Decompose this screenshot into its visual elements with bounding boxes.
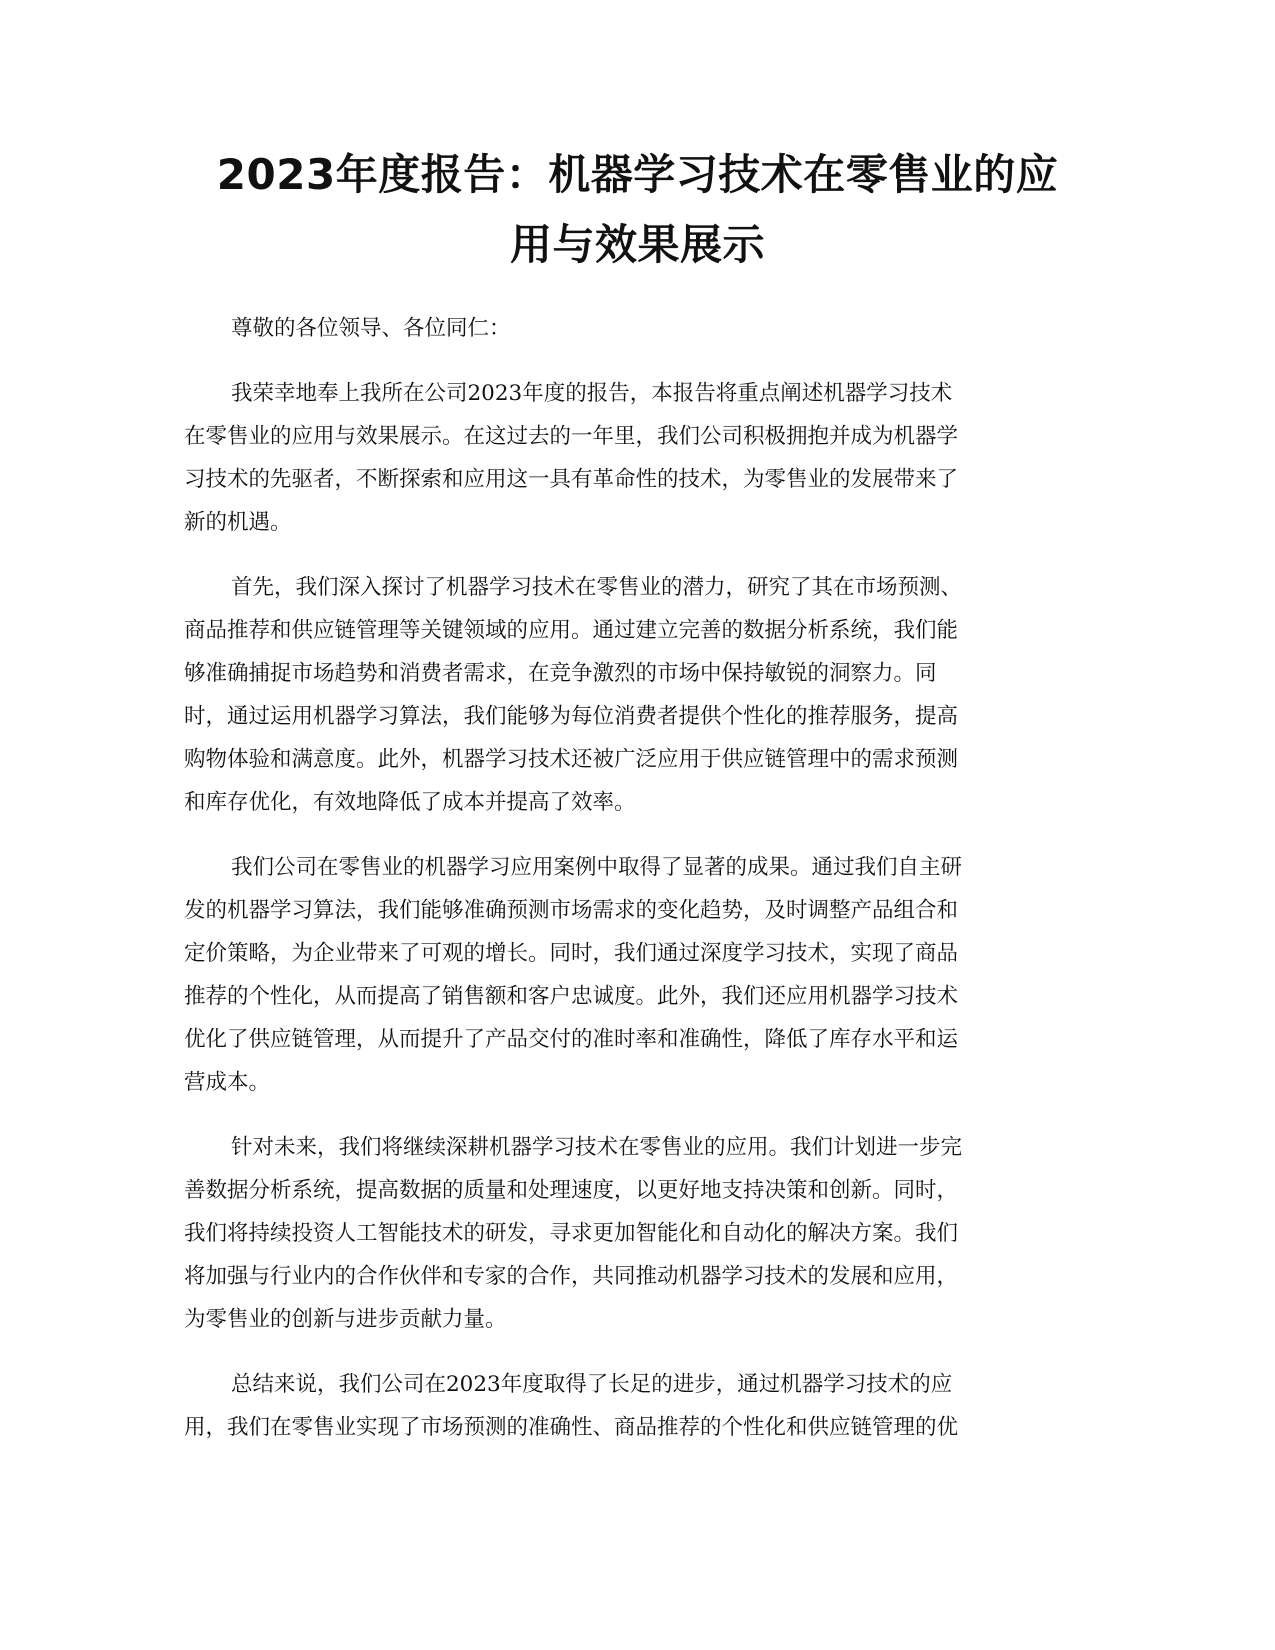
paragraph-line: 优化了供应链管理，从而提升了产品交付的准时率和准确性，降低了库存水平和运 xyxy=(184,1027,959,1052)
paragraph-1 xyxy=(184,372,1086,544)
paragraph-line: 在零售业的应用与效果展示。在这过去的一年里，我们公司积极拥抱并成为机器学 xyxy=(184,424,959,449)
paragraph-line: 商品推荐和供应链管理等关键领域的应用。通过建立完善的数据分析系统，我们能 xyxy=(184,618,959,643)
paragraph-line: 为零售业的创新与进步贡献力量。 xyxy=(184,1307,507,1332)
paragraph-line: 针对未来，我们将继续深耕机器学习技术在零售业的应用。我们计划进一步完 xyxy=(231,1135,963,1160)
paragraph-2 xyxy=(184,566,1086,824)
paragraph-line: 用，我们在零售业实现了市场预测的准确性、商品推荐的个性化和供应链管理的优 xyxy=(184,1415,959,1440)
title-line: 2023年度报告：机器学习技术在零售业的应 xyxy=(216,150,1059,199)
paragraph-line: 我荣幸地奉上我所在公司2023年度的报告，本报告将重点阐述机器学习技术 xyxy=(231,381,953,406)
document-body xyxy=(184,307,1086,1471)
document-title xyxy=(160,140,1115,280)
salutation-line: 尊敬的各位领导、各位同仁： xyxy=(231,316,511,341)
paragraph-line: 推荐的个性化，从而提高了销售额和客户忠诚度。此外，我们还应用机器学习技术 xyxy=(184,984,959,1009)
paragraph-line: 时，通过运用机器学习算法，我们能够为每位消费者提供个性化的推荐服务，提高 xyxy=(184,704,959,729)
paragraph-line: 将加强与行业内的合作伙伴和专家的合作，共同推动机器学习技术的发展和应用， xyxy=(184,1264,959,1289)
paragraph-3 xyxy=(184,846,1086,1104)
paragraph-line: 善数据分析系统，提高数据的质量和处理速度，以更好地支持决策和创新。同时， xyxy=(184,1178,959,1203)
title-line: 用与效果展示 xyxy=(509,220,765,269)
paragraph-5 xyxy=(184,1363,1086,1449)
paragraph-4 xyxy=(184,1126,1086,1341)
paragraph-line: 习技术的先驱者，不断探索和应用这一具有革命性的技术，为零售业的发展带来了 xyxy=(184,467,959,492)
paragraph-line: 发的机器学习算法，我们能够准确预测市场需求的变化趋势，及时调整产品组合和 xyxy=(184,898,959,923)
paragraph-line: 和库存优化，有效地降低了成本并提高了效率。 xyxy=(184,790,636,815)
paragraph-line: 购物体验和满意度。此外，机器学习技术还被广泛应用于供应链管理中的需求预测 xyxy=(184,747,959,772)
salutation xyxy=(184,307,1086,350)
paragraph-line: 够准确捕捉市场趋势和消费者需求，在竞争激烈的市场中保持敏锐的洞察力。同 xyxy=(184,661,937,686)
paragraph-line: 首先，我们深入探讨了机器学习技术在零售业的潜力，研究了其在市场预测、 xyxy=(231,575,963,600)
paragraph-line: 定价策略，为企业带来了可观的增长。同时，我们通过深度学习技术，实现了商品 xyxy=(184,941,959,966)
paragraph-line: 总结来说，我们公司在2023年度取得了长足的进步，通过机器学习技术的应 xyxy=(231,1372,953,1397)
paragraph-line: 我们公司在零售业的机器学习应用案例中取得了显著的成果。通过我们自主研 xyxy=(231,855,963,880)
paragraph-line: 我们将持续投资人工智能技术的研发，寻求更加智能化和自动化的解决方案。我们 xyxy=(184,1221,959,1246)
paragraph-line: 新的机遇。 xyxy=(184,510,292,535)
paragraph-line: 营成本。 xyxy=(184,1070,271,1095)
